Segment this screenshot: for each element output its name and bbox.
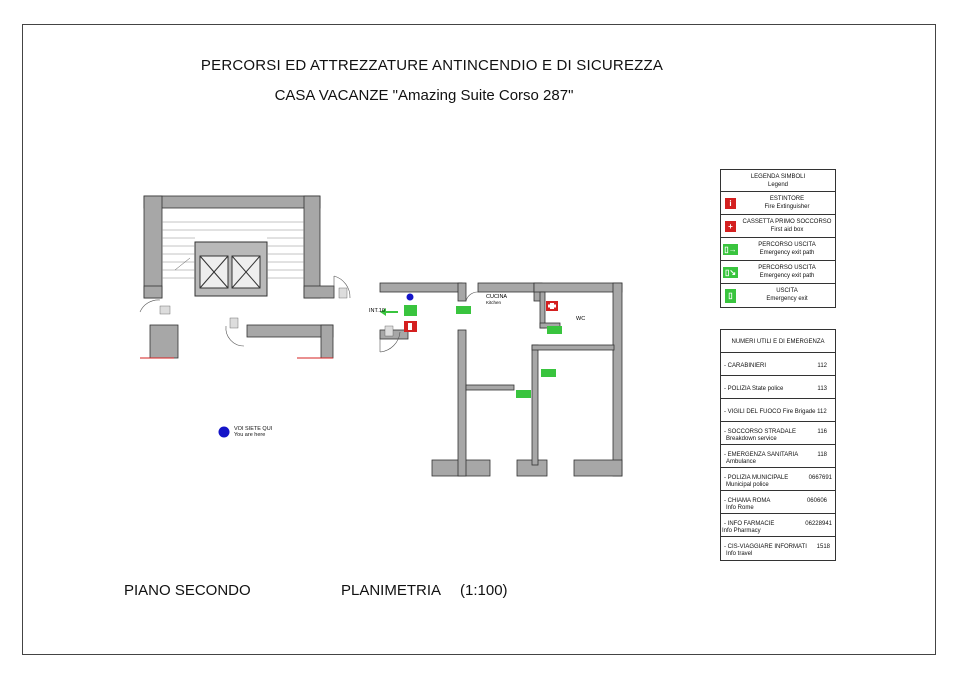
legend-item bbox=[721, 284, 835, 307]
number-row bbox=[721, 422, 835, 445]
wall bbox=[534, 283, 622, 292]
number-value: 112 bbox=[817, 363, 827, 369]
legend-item-en: Fire Extinguisher bbox=[764, 204, 810, 210]
wall bbox=[304, 196, 320, 298]
number-sublabel: Info travel bbox=[726, 551, 753, 557]
emergency-numbers-box bbox=[720, 329, 836, 561]
number-value: 118 bbox=[817, 452, 827, 458]
wall bbox=[144, 196, 162, 298]
legend-item-it: USCITA bbox=[776, 288, 798, 294]
legend-item-it: PERCORSO USCITA bbox=[758, 242, 816, 248]
legend-item bbox=[721, 261, 835, 284]
page-title: PERCORSI ED ATTREZZATURE ANTINCENDIO E DI SICUREZZA bbox=[200, 57, 664, 74]
number-row bbox=[721, 376, 835, 399]
legend-item-en: Emergency exit path bbox=[759, 250, 815, 256]
wall bbox=[458, 283, 466, 301]
exit-path-icon bbox=[456, 306, 471, 314]
number-label: - CARABINIERI bbox=[724, 363, 767, 369]
number-value: 113 bbox=[817, 386, 827, 392]
number-row bbox=[721, 445, 835, 468]
kitchen-label: CUCINA bbox=[486, 294, 508, 300]
number-row bbox=[721, 353, 835, 376]
kitchen-label-en: Kitchen bbox=[486, 300, 502, 305]
number-row bbox=[721, 537, 835, 560]
wc-label: WC bbox=[576, 316, 586, 322]
number-label: - POLIZIA MUNICIPALE bbox=[724, 475, 789, 481]
exit-path-icon: ▯↘ bbox=[724, 268, 737, 277]
number-sublabel: Breakdown service bbox=[726, 436, 777, 442]
wall bbox=[144, 196, 320, 208]
exit-path-icon bbox=[541, 369, 556, 377]
wall bbox=[532, 345, 614, 350]
legend-item bbox=[721, 192, 835, 215]
number-label: - VIGILI DEL FUOCO Fire Brigade 112 bbox=[724, 409, 827, 415]
number-row bbox=[721, 399, 835, 422]
number-sublabel: Info Rome bbox=[726, 505, 754, 511]
legend-heading-it: LEGENDA SIMBOLI bbox=[750, 174, 806, 180]
wall bbox=[150, 325, 178, 358]
legend-item-en: First aid box bbox=[770, 227, 804, 233]
wall bbox=[380, 283, 462, 292]
number-label: - CIS-VIAGGIARE INFORMATI bbox=[724, 544, 807, 550]
walls bbox=[144, 196, 622, 476]
wall bbox=[321, 325, 333, 358]
number-label: - EMERGENZA SANITARIA bbox=[724, 452, 799, 458]
number-row bbox=[721, 468, 835, 491]
legend-heading-en: Legend bbox=[767, 182, 789, 188]
number-label: - CHIAMA ROMA bbox=[724, 498, 771, 504]
emergency-exit-icon: ▯ bbox=[725, 289, 736, 303]
number-label: - SOCCORSO STRADALE bbox=[724, 429, 797, 435]
legend-box bbox=[720, 169, 836, 308]
legend-item-it: ESTINTORE bbox=[769, 196, 805, 202]
number-value: 06228941 bbox=[805, 521, 832, 527]
legend-item-en: Emergency exit bbox=[766, 296, 808, 302]
legend-item bbox=[721, 215, 835, 238]
number-value: 116 bbox=[817, 429, 827, 435]
wall bbox=[458, 330, 466, 476]
unit-label: INT.10 bbox=[369, 308, 385, 314]
you-are-here-icon bbox=[219, 427, 230, 438]
plan-symbols bbox=[219, 294, 563, 438]
fire-extinguisher-icon: i bbox=[725, 198, 736, 209]
number-value: 1518 bbox=[816, 544, 830, 550]
number-label: - POLIZIA State police bbox=[724, 386, 784, 392]
legend-item bbox=[721, 238, 835, 261]
wall bbox=[144, 286, 162, 298]
number-row bbox=[721, 514, 835, 537]
wall bbox=[532, 345, 538, 465]
number-sublabel: Info Pharmacy bbox=[722, 528, 761, 534]
legend-heading bbox=[721, 170, 835, 192]
exit-path-icon bbox=[547, 326, 562, 334]
number-label: - INFO FARMACIE bbox=[724, 521, 775, 527]
plan-scale: (1:100) bbox=[460, 582, 508, 599]
wall bbox=[478, 283, 534, 292]
number-sublabel: Municipal police bbox=[726, 482, 769, 488]
exit-path-icon bbox=[516, 390, 531, 398]
page-subtitle: CASA VACANZE "Amazing Suite Corso 287" bbox=[274, 87, 574, 104]
legend-item-it: CASSETTA PRIMO SOCCORSO bbox=[742, 219, 832, 225]
exit-path-icon bbox=[404, 305, 417, 316]
exit-path-icon: ▯→ bbox=[724, 245, 737, 254]
you-are-here-label-en: You are here bbox=[234, 432, 266, 438]
first-aid-icon: + bbox=[725, 221, 736, 232]
wall bbox=[466, 385, 514, 390]
wall bbox=[613, 283, 622, 476]
floor-label: PIANO SECONDO bbox=[124, 582, 251, 599]
number-row bbox=[721, 491, 835, 514]
wall bbox=[247, 325, 333, 337]
wall bbox=[574, 460, 622, 476]
number-sublabel: Ambulance bbox=[726, 459, 757, 465]
wall bbox=[304, 286, 334, 298]
wall bbox=[380, 330, 408, 339]
numbers-heading: NUMERI UTILI E DI EMERGENZA bbox=[721, 330, 835, 353]
number-value: 060606 bbox=[806, 498, 827, 504]
blue-marker-icon bbox=[407, 294, 414, 301]
plan-label: PLANIMETRIA bbox=[341, 582, 442, 599]
elevator bbox=[195, 242, 267, 296]
legend-item-en: Emergency exit path bbox=[759, 273, 815, 279]
legend-item-it: PERCORSO USCITA bbox=[758, 265, 816, 271]
number-value: 0667691 bbox=[808, 475, 832, 481]
you-are-here-label: VOI SIETE QUI bbox=[234, 426, 273, 432]
